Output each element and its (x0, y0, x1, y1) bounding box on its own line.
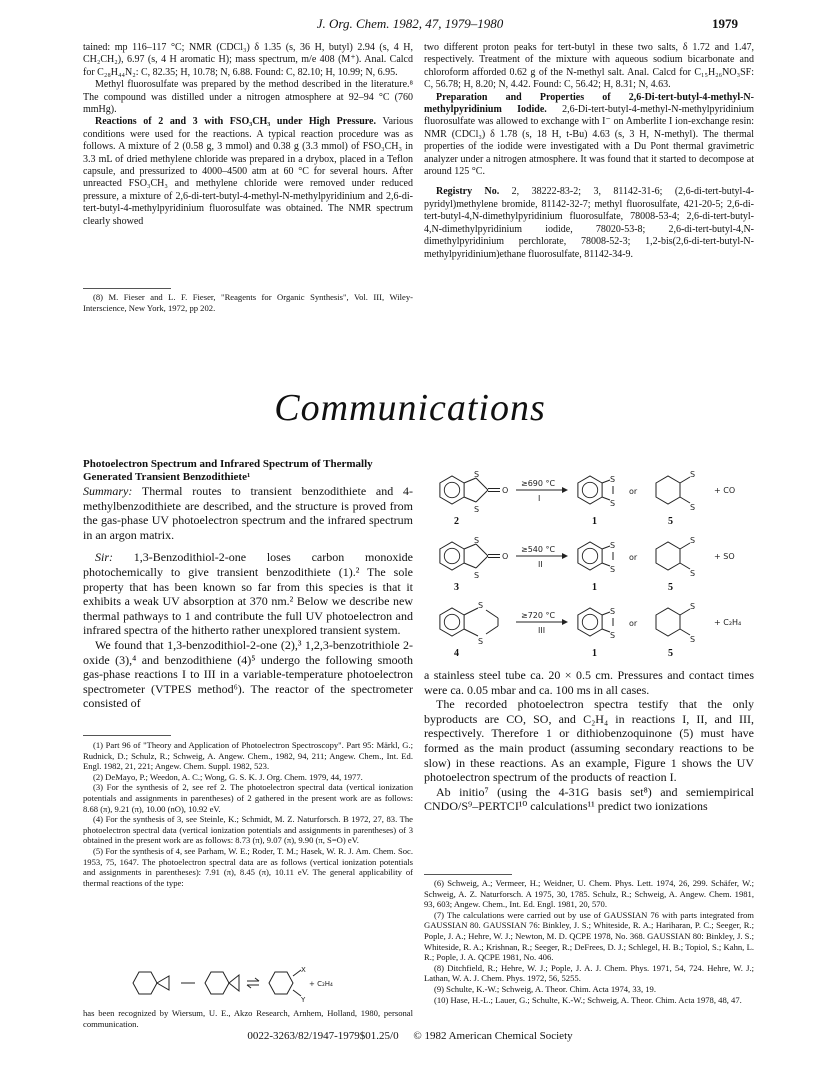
footnote-8r: (8) Ditchfield, R.; Hehre, W. J.; Pople, J. A. J. Chem. Phys. 1971, 54, 724. Hehre, W. J.; Lathan, W. A. J. Chem. Phys. 1972, 56, 5255. (424, 962, 754, 984)
fs-x: X (301, 966, 306, 974)
running-head (0, 16, 820, 36)
article-code: 0022-3263/82/1947-1979$01.25/0 (247, 1030, 399, 1042)
footnote-5-continued: has been recognized by Wiersum, U. E., Akzo Research, Arnhem, Holland, 1980, personal communication. (83, 1008, 413, 1029)
byproduct-label: + SO (714, 552, 735, 561)
atom-s-label: S (478, 637, 484, 646)
summary-label: Summary: (83, 484, 133, 498)
footnote-5: (5) For the synthesis of 4, see Parham, W. E.; Roder, T. M.; Hasek, W. R. J. Am. Chem. Soc. 1953, 75, 1647. The photoelectron spectral data are as follows (vertical ionization potentials and assignments in parentheses): 7.91 (π), 8.45 (π), 10.11 eV. The general applicability of thermal reactions of the type: (83, 845, 413, 888)
iodide-paragraph (424, 92, 754, 179)
footnote-rule-right (424, 874, 512, 875)
bond (602, 612, 610, 615)
tube-paragraph: a stainless steel tube ca. 20 × 0.5 cm. Pressures and contact times were ca. 0.05 mbar and ca. 100 ms in all cases. (424, 668, 754, 697)
continuation-paragraph: two different proton peaks for tert-butyl in these two salts, δ 1.72 and 1.47, respectively. Treatment of the mixture with aqueous sodium bicarbonate and chloroform afforded 0.62 g of the N-methyl salt. Anal. Calcd for C₁₅H₂₆NO₃SF: C, 56.78; H, 8.20; N, 4.42. Found: C, 56.42; H, 8.31; N, 4.63. (424, 42, 754, 91)
bond (680, 543, 690, 549)
compound-label-reactant: 4 (454, 648, 459, 659)
reaction-roman: II (538, 560, 543, 569)
bond (486, 626, 498, 634)
atom-s-label: S (690, 569, 696, 578)
bond (602, 629, 610, 632)
atom-s-label: S (610, 499, 616, 508)
atom-s-label: S (610, 475, 616, 484)
bond (602, 546, 610, 549)
top-right-column (424, 42, 754, 261)
byproduct-label: + CO (714, 486, 736, 495)
reactant-ring-2 (440, 542, 464, 570)
atom-s-label: S (474, 536, 480, 545)
reaction-roman: I (538, 494, 541, 503)
bond (602, 480, 610, 483)
atom-s-label: S (690, 635, 696, 644)
arrow-head (562, 487, 568, 493)
product-ring-2 (578, 542, 602, 570)
reactions-heading: Reactions of 2 and 3 with FSO₃CH₃ under High Pressure. (95, 116, 376, 128)
registry-paragraph (424, 186, 754, 260)
arrow-head (562, 619, 568, 625)
reaction-condition: ≥540 °C (521, 545, 556, 554)
bond (476, 478, 488, 490)
footnote-2: (2) DeMayo, P.; Weedon, A. C.; Wong, G. S. K. J. Org. Chem. 1979, 44, 1977. (93, 771, 363, 782)
atom-s-label: S (474, 505, 480, 514)
footnote-8-text: (8) M. Fieser and L. F. Fieser, "Reagents for Organic Synthesis", Vol. III, Wiley-Interscience, New York, 1972, pp 202. (83, 292, 413, 313)
article-left-column (83, 458, 413, 711)
iodide-text: 2,6-Di-tert-butyl-4-methyl-N-methylpyridinium fluorosulfate was allowed to exchange with I⁻ on Amberlite I ion-exchange resin: NMR (CDCl₃) δ 1.78 (s, 18 H, t-Bu) 4.63 (s, 3 H, N-methyl). The thermal properties of the iodide were investigated with a Du Pont thermal gravimetric analyzer under a nitrogen atmosphere. It was found that it started to decompose at around 125 °C. (424, 104, 754, 178)
atom-s-label: S (610, 607, 616, 616)
summary (83, 484, 413, 542)
compound-label-alt: 5 (668, 582, 673, 593)
reaction-condition: ≥720 °C (521, 611, 556, 620)
ab-initio-paragraph: Ab initio⁷ (using the 4-31G basis set⁸) and semiempirical CNDO/S⁹–PERTCI¹⁰ calculations¹¹ predict two ionizations (424, 784, 754, 814)
bond (464, 563, 476, 568)
arrow-head (562, 553, 568, 559)
bond (464, 497, 476, 502)
atom-s-label: S (610, 631, 616, 640)
reaction-scheme (424, 462, 754, 662)
or-label: or (629, 553, 638, 562)
compound-label-product: 1 (592, 516, 597, 527)
reactions-found-paragraph: We found that 1,3-benzodithiol-2-one (2),³ 1,2,3-benzotrithiole 2-oxide (3),⁴ and benzodithiene (4)⁵ undergo the following smooth gas-phase reactions I to III in a variable-temperature photoelectron spectrometer (VTPES method⁶). The reactor of the spectrometer consisted of (83, 637, 413, 711)
atom-s-label: S (474, 470, 480, 479)
compound-label-reactant: 2 (454, 516, 459, 527)
top-left-column (83, 42, 413, 228)
bond (464, 629, 478, 636)
bond (680, 609, 690, 615)
byproducts-paragraph: The recorded photoelectron spectra testify that the only byproducts are CO, SO, and C₂H₄ in reactions I, II, and III, respectively. Therefore 1 or dithiobenzoquinone (5) must have formed as the main product (assuming secondary reactions to be slow) in these reactions. As an example, Figure 1 shows the UV photoelectron spectrum of the products of reaction I. (424, 697, 754, 785)
footnote-rule (83, 288, 171, 289)
quinoid-ring-2 (656, 542, 680, 570)
footnote-7: (7) The calculations were carried out by use of GAUSSIAN 76 with parts integrated from GAUSSIAN 80. GAUSSIAN 76: Binkley, J. S.; Whiteside, R. A.; Hariharan, P. C.; Seeger, R.; Pople, J. A.; Hehre, W. J.; Newton, M. D. QCPE 1978, No. 368. GAUSSIAN 80: Binkley, J. S.; Whiteside, R. A.; Krishnan, R.; Seeger, R.; DeFrees, D. J.; Schlegel, H. B.; Topiol, S.; Kahn, L. R.; Pople, J. A. QCPE 1981, No. 406. (424, 909, 754, 963)
page-number: 1979 (712, 16, 738, 31)
atom-s-label: S (610, 565, 616, 574)
product-ring-3-ring (582, 614, 597, 629)
footnote-3: (3) For the synthesis of 2, see ref 2. The photoelectron spectral data (vertical ionization potentials and assignments in parentheses) of 2 gathered in the present work are as follows: 8.68 (π), 9.21 (π), 10.00 (nO), 10.92 eV. (83, 782, 413, 814)
atom-s-label: S (690, 536, 696, 545)
product-ring-2-ring (582, 548, 597, 563)
registry-heading: Registry No. (436, 186, 500, 198)
reactions-text: Various conditions were used for the reactions. A typical reaction procedure was as follows. A mixture of 2 (0.58 g, 3 mmol) and 0.38 g (3.3 mmol) of FSO₃CH₃ in 3.3 mL of dried methylene chloride was prepared in a drybox, placed in a Teflon capsule, and pressurized to 4000–4500 atm at 60 °C for several hours. After unreacted FSO₃CH₃ and methylene chloride were removed under reduced pressure, a mixture of 2,6-di-tert-butyl-4-methyl-N-methylpyridinium and 2,6-di-tert-butyl-4-methylpyridinium fluorosulfate was obtained. The NMR spectrum clearly showed (83, 116, 414, 227)
bond (680, 563, 690, 569)
footnotes-left (83, 740, 413, 888)
compound-label-product: 1 (592, 582, 597, 593)
bond (680, 477, 690, 483)
methyl-fluorosulfate-paragraph: Methyl fluorosulfate was prepared by the method described in the literature.⁸ The compound was distilled under a nitrogen atmosphere at 92–94 °C (760 mmHg). (83, 79, 413, 116)
bond (476, 490, 488, 502)
article-title: Photoelectron Spectrum and Infrared Spectrum of Thermally Generated Transient Benzodithiete¹ (83, 458, 373, 483)
bond (680, 629, 690, 635)
reactant-ring-3-ring (444, 614, 459, 629)
compound-label-alt: 5 (668, 516, 673, 527)
copyright: © 1982 American Chemical Society (413, 1030, 573, 1042)
or-label: or (629, 619, 638, 628)
summary-text: Thermal routes to transient benzodithiete and 4-methylbenzodithiete are described, and the structure is proved from the gas-phase UV photoelectron spectrum and the infrared spectrum in an argon matrix. (83, 484, 413, 542)
reactant-ring-1 (440, 476, 464, 504)
article-right-column (424, 668, 754, 814)
footnote-5-scheme (125, 962, 345, 1006)
bond (486, 610, 498, 618)
experimental-paragraph: tained: mp 116–117 °C; NMR (CDCl₃) δ 1.35 (s, 36 H, butyl) 2.94 (s, 4 H, CH₂CH₂), 6.97 (s, 4 H aromatic H); mass spectrum, m/e 408 (M⁺). Anal. Calcd for C₂₈H₄₄N₂: C, 82.35; H, 10.78; N, 6.88. Found: C, 82.10; H, 10.99; N, 6.95. (83, 42, 413, 78)
reactant-ring-1-ring (444, 482, 459, 497)
footnote-5-end (83, 1008, 413, 1029)
bond (464, 608, 478, 615)
footnote-4: (4) For the synthesis of 3, see Steinle, K.; Schmidt, M. Z. Naturforsch. B 1972, 27, 83. The photoelectron spectral data (vertical ionization potentials and assignments in parentheses) of 3 obtained in the present work are as follows: 8.73 (π), 9.07 (π), 9.90 (π, S=O) eV. (83, 814, 413, 846)
atom-s-label: S (474, 571, 480, 580)
reaction-roman: III (538, 626, 546, 635)
footnote-9: (9) Schulte, K.-W.; Schweig, A. Theor. Chim. Acta 1974, 33, 19. (434, 983, 656, 994)
section-title: Communications (274, 387, 546, 429)
product-ring-1 (578, 476, 602, 504)
fs-y: Y (301, 996, 306, 1004)
sir-label: Sir: (95, 550, 113, 565)
footnote-rule-left (83, 735, 171, 736)
atom-s-label: S (690, 602, 696, 611)
footnote-10: (10) Hase, H.-L.; Lauer, G.; Schulte, K.-W.; Schweig, A. Theor. Chim. Acta 1978, 48, 47. (434, 994, 742, 1005)
sir-paragraph (83, 550, 413, 638)
iodide-heading: Preparation and Properties of 2,6-Di-tert-butyl-4-methyl-N-methylpyridinium Iodide. (424, 91, 754, 116)
registry-text: 2, 38222-83-2; 3, 81142-31-6; (2,6-di-tert-butyl-4-pyridyl)methylene bromide, 81142-32-7; methyl fluorosulfate, 421-20-5; 2,6-di-tert-butyl-4,N-dimethylpyridinium fluorosulfate, 78008-53-4; 2,6-di-tert-butyl-4,N-dimethylpyridinium iodide, 78020-53-8; 2,6-di-tert-butyl-4,N-dimethylpyridinium perchlorate, 78008-52-3; 1,2-bis(2,6-di-tert-butyl-N-methylpyridinium)ethane fluorosulfate, 81142-34-9. (424, 186, 754, 260)
atom-s-label: S (478, 601, 484, 610)
quinoid-ring-3 (656, 608, 680, 636)
atom-s-label: S (690, 470, 696, 479)
fs-byproduct: + C₂H₄ (309, 980, 333, 988)
reactant-ring-2-ring (444, 548, 459, 563)
product-ring-1-ring (582, 482, 597, 497)
footnote-1: (1) Part 96 of "Theory and Application of Photoelectron Spectroscopy". Part 95: Märkl, G.; Rudnick, D.; Schulz, R.; Schweig, A. Angew. Chem., 1982, 94, 211; Angew. Chem., Int. Ed. Engl. 1982, 21, 221; Angew. Chem. Suppl. 1982, 523. (83, 740, 413, 772)
product-ring-3 (578, 608, 602, 636)
compound-label-alt: 5 (668, 648, 673, 659)
atom-o-label: O (502, 552, 509, 561)
reaction-condition: ≥690 °C (521, 479, 556, 488)
bond (680, 497, 690, 503)
atom-s-label: S (690, 503, 696, 512)
atom-o-label: O (502, 486, 509, 495)
footnote-6: (6) Schweig, A.; Vermeer, H.; Weidner, U. Chem. Phys. Lett. 1974, 26, 299. Schäfer, W.; Schweig, A. Z. Naturforsch. A 1975, 30, 1785. Schulz, R.; Schweig, A. Angew. Chem. 1981, 93, 603; Angew. Chem., Int. Ed. Engl. 1981, 20, 570. (424, 878, 754, 910)
bond (476, 556, 488, 568)
bond (602, 563, 610, 566)
bond (602, 497, 610, 500)
compound-label-product: 1 (592, 648, 597, 659)
footnotes-right (424, 878, 754, 1005)
sir-text: 1,3-Benzodithiol-2-one loses carbon monoxide photochemically to give transient benzodithiete (1).² The sole property that has been known so far from this species is that it exhibits a weak UV absorption at 370 nm.² Below we describe new thermal pathways to 1 and contribute the full UV photoelectron and infrared spectra of the hitherto rather unexplored transient system. (83, 550, 413, 638)
reactant-ring-3 (440, 608, 464, 636)
bond (476, 544, 488, 556)
byproduct-label: + C₂H₄ (714, 618, 742, 627)
page-footer (0, 1030, 820, 1042)
compound-label-reactant: 3 (454, 582, 459, 593)
footnote-8 (83, 292, 413, 313)
reactions-paragraph (83, 116, 413, 228)
quinoid-ring-1 (656, 476, 680, 504)
or-label: or (629, 487, 638, 496)
journal-citation: J. Org. Chem. 1982, 47, 1979–1980 (316, 16, 504, 31)
atom-s-label: S (610, 541, 616, 550)
